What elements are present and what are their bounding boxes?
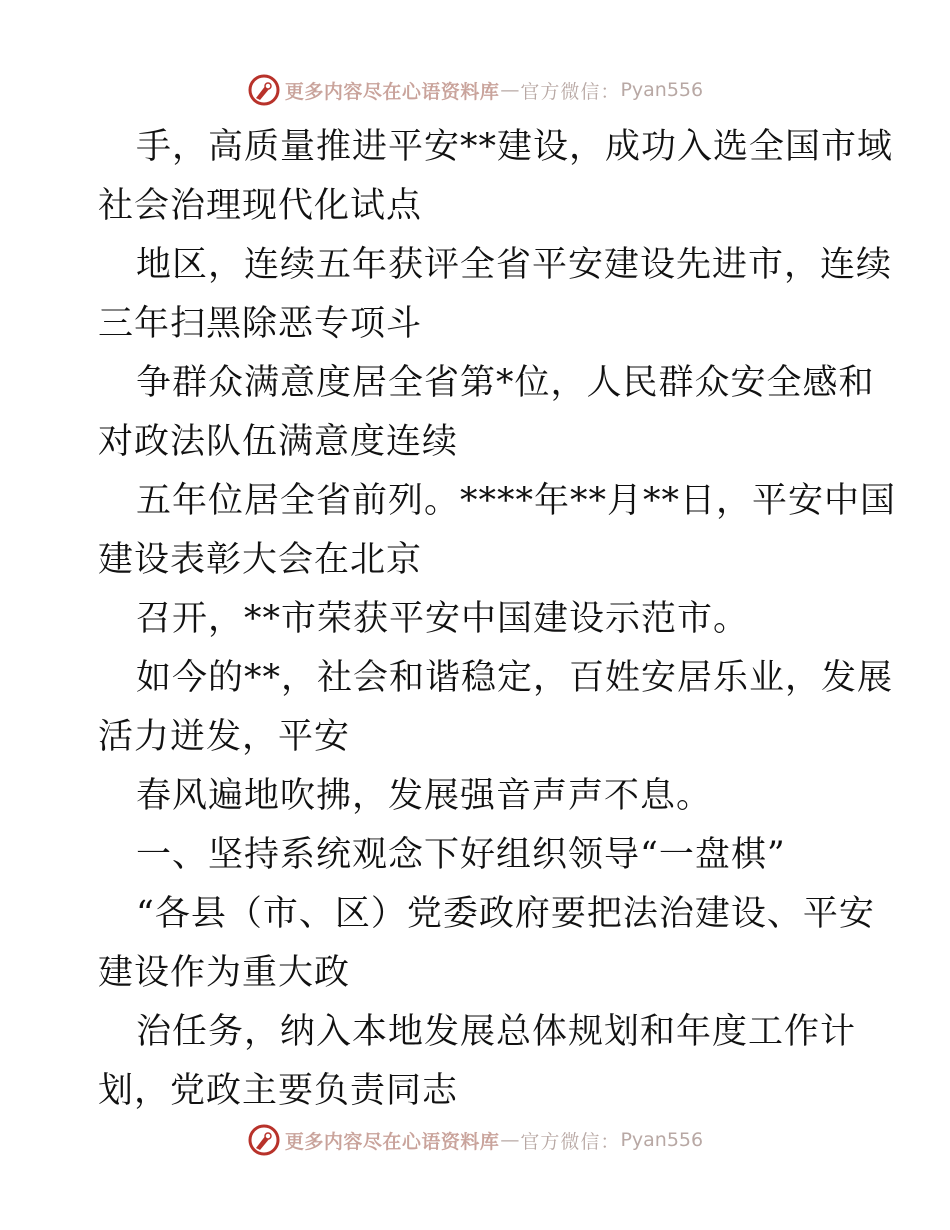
text-line: 治任务，纳入本地发展总体规划和年度工作计 xyxy=(136,1012,857,1052)
watermark-wechat-id: Pyan556 xyxy=(620,1129,704,1151)
text-line: 建设表彰大会在北京 xyxy=(98,540,423,580)
text-line: 建设作为重大政 xyxy=(98,953,351,993)
text-line: 划，党政主要负责同志 xyxy=(98,1071,459,1111)
header-watermark xyxy=(0,70,950,110)
watermark-wechat-label: 官方微信： xyxy=(520,80,621,103)
text-line: 争群众满意度居全省第*位，人民群众安全感和 xyxy=(136,363,875,403)
watermark-title: 更多内容尽在心语资料库 xyxy=(284,80,500,103)
watermark-separator: — xyxy=(500,79,520,101)
text-line: 如今的**，社会和谐稳定，百姓安居乐业，发展 xyxy=(136,658,894,698)
text-line: 春风遍地吹拂，发展强音声声不息。 xyxy=(136,776,713,816)
text-line: 对政法队伍满意度连续 xyxy=(98,422,459,462)
watermark-title: 更多内容尽在心语资料库 xyxy=(284,1130,500,1153)
section-heading: 一、坚持系统观念下好组织领导“一盘棋” xyxy=(136,835,786,875)
text-line: 召开，**市荣获平安中国建设示范市。 xyxy=(136,599,750,639)
watermark-separator: — xyxy=(500,1129,520,1151)
text-line: “各县（市、区）党委政府要把法治建设、平安 xyxy=(136,894,875,934)
text-line: 五年位居全省前列。****年**月**日，平安中国 xyxy=(136,481,897,521)
footer-watermark xyxy=(0,1120,950,1160)
pen-nib-logo-icon xyxy=(247,73,281,107)
pen-nib-logo-icon xyxy=(247,1123,281,1157)
text-line: 地区，连续五年获评全省平安建设先进市，连续 xyxy=(136,245,893,285)
watermark-wechat-label: 官方微信： xyxy=(520,1130,621,1153)
document-body xyxy=(98,118,897,1121)
text-line: 三年扫黑除恶专项斗 xyxy=(98,304,423,344)
text-line: 手，高质量推进平安**建设，成功入选全国市域 xyxy=(136,127,894,167)
text-line: 活力迸发，平安 xyxy=(98,717,351,757)
watermark-wechat-id: Pyan556 xyxy=(620,79,704,101)
text-line: 社会治理现代化试点 xyxy=(98,186,423,226)
